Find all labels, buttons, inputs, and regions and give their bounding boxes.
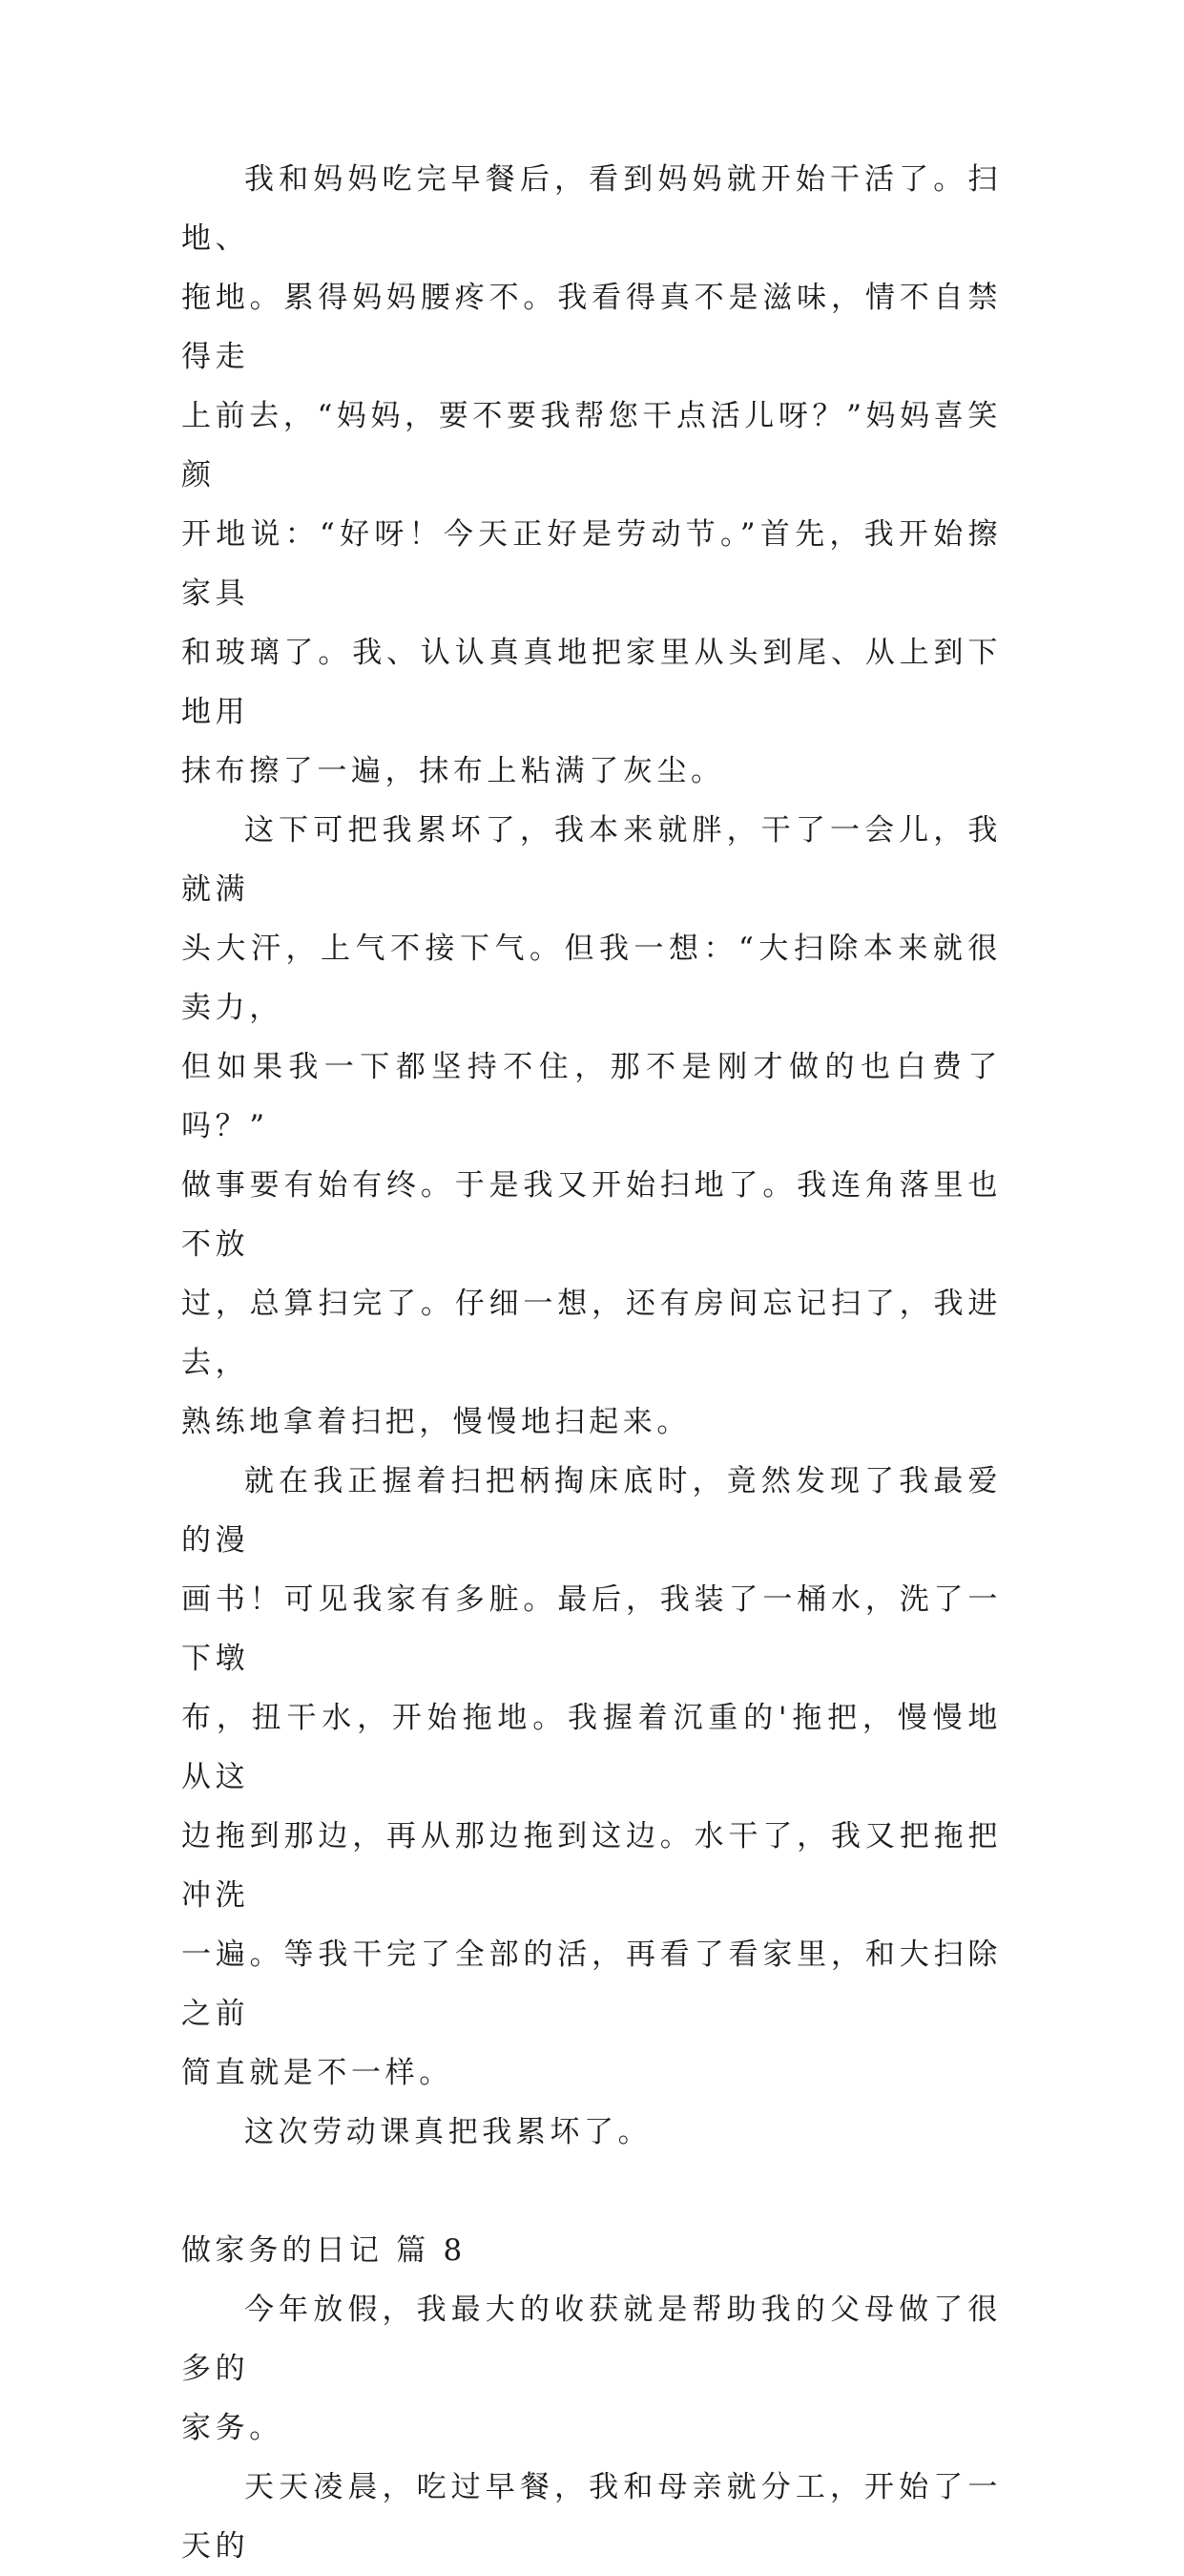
paragraph <box>181 801 1002 1452</box>
text-line: 但如果我一下都坚持不住，那不是刚才做的也白费了吗？” <box>181 1050 1002 1143</box>
text-line: 边拖到那边，再从那边拖到这边。水干了，我又把拖把冲洗 <box>181 1819 1002 1913</box>
text-line: 就在我正握着扫把柄掏床底时，竟然发现了我最爱的漫 <box>181 1464 1002 1558</box>
section-title: 做家务的日记 篇 8 <box>181 2233 467 2268</box>
text-line: 一遍。等我干完了全部的活，再看了看家里，和大扫除之前 <box>181 1937 1002 2031</box>
paragraph <box>181 2103 1002 2162</box>
paragraph <box>181 1452 1002 2103</box>
paragraph <box>181 2280 1002 2458</box>
text-line: 上前去，“妈妈，要不要我帮您干点活儿呀？”妈妈喜笑颜 <box>181 399 1002 492</box>
text-line: 简直就是不一样。 <box>181 2056 453 2090</box>
text-line: 我和妈妈吃完早餐后，看到妈妈就开始干活了。扫地、 <box>181 162 1002 256</box>
text-line: 布，扭干水，开始拖地。我握着沉重的'拖把，慢慢地从这 <box>181 1701 1002 1794</box>
text-line: 和玻璃了。我、认认真真地把家里从头到尾、从上到下地用 <box>181 636 1002 729</box>
document-body <box>181 150 1002 2576</box>
text-line: 这下可把我累坏了，我本来就胖，干了一会儿，我就满 <box>181 813 1002 907</box>
text-line: 过，总算扫完了。仔细一想，还有房间忘记扫了，我进去， <box>181 1287 1002 1380</box>
text-line: 做事要有始有终。于是我又开始扫地了。我连角落里也不放 <box>181 1168 1002 1262</box>
text-line: 开地说：“好呀！今天正好是劳动节。”首先，我开始擦家具 <box>181 517 1002 611</box>
paragraph <box>181 2458 1002 2576</box>
text-line: 抹布擦了一遍，抹布上粘满了灰尘。 <box>181 754 725 788</box>
text-line: 天天凌晨，吃过早餐，我和母亲就分工，开始了一天的 <box>181 2470 1002 2564</box>
text-line: 头大汗，上气不接下气。但我一想：“大扫除本来就很卖力， <box>181 932 1002 1025</box>
blank-line <box>181 2162 1002 2221</box>
text-line: 熟练地拿着扫把，慢慢地扫起来。 <box>181 1405 691 1439</box>
text-line: 今年放假，我最大的收获就是帮助我的父母做了很多的 <box>181 2293 1002 2386</box>
text-line: 这次劳动课真把我累坏了。 <box>244 2115 653 2149</box>
text-line: 画书！可见我家有多脏。最后，我装了一桶水，洗了一下墩 <box>181 1582 1002 1676</box>
text-line: 家务。 <box>181 2411 283 2445</box>
text-line: 拖地。累得妈妈腰疼不。我看得真不是滋味，情不自禁得走 <box>181 281 1002 374</box>
paragraph <box>181 150 1002 801</box>
